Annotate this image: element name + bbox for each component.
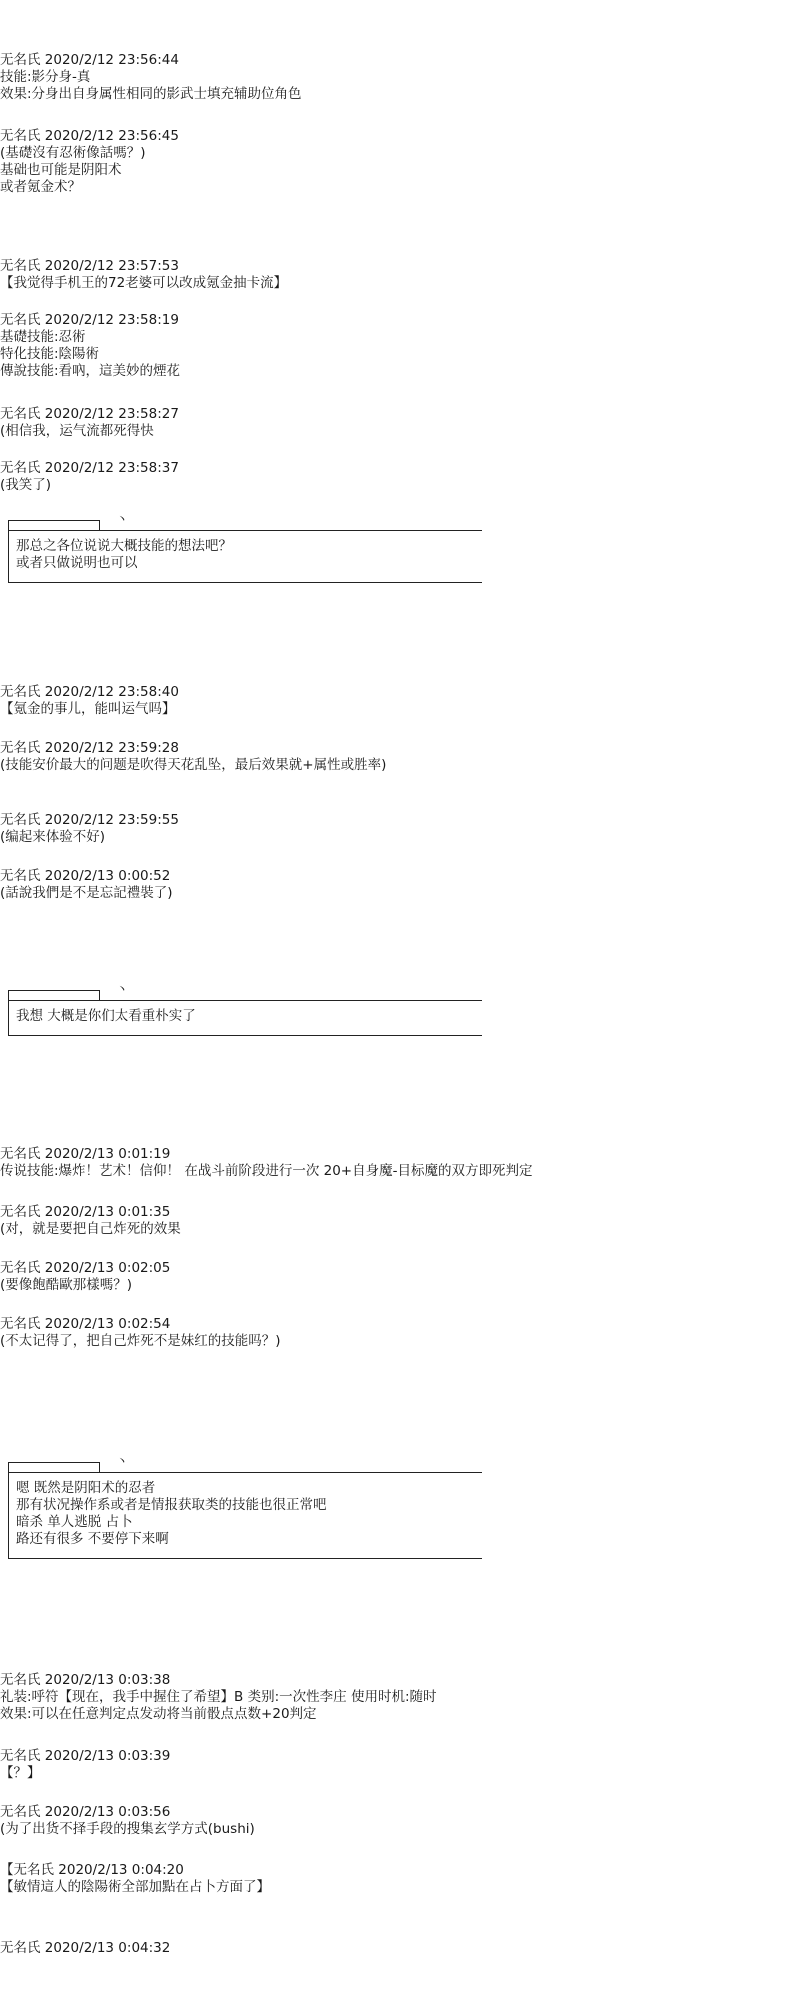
post-header: 无名氏 2020/2/13 0:03:39 [0,1748,171,1764]
post-header: 无名氏 2020/2/13 0:01:19 [0,1146,171,1162]
post-line: 效果:分身出自身属性相同的影武士填充辅助位角色 [0,86,302,102]
post-header: 无名氏 2020/2/12 23:58:40 [0,684,179,700]
post-header: 无名氏 2020/2/13 0:02:54 [0,1316,171,1332]
post-line: (相信我，运气流都死得快 [0,423,154,439]
post-header: 无名氏 2020/2/13 0:03:38 [0,1672,171,1688]
box-bottom-border [8,1558,482,1559]
box-bottom-border [8,582,482,583]
post-line: 【？】 [0,1765,41,1781]
box-line: 嗯 既然是阴阳术的忍者 [16,1480,156,1496]
post-line: (話說我們是不是忘記禮裝了) [0,885,173,901]
post-header: 无名氏 2020/2/12 23:59:55 [0,812,179,828]
post-line: 传说技能:爆炸！艺术！信仰！ 在战斗前阶段进行一次 20+自身魔-目标魔的双方即死判定 [0,1163,533,1179]
box-line: 暗杀 单人逃脱 占卜 [16,1514,133,1530]
box-line: 或者只做说明也可以 [16,555,138,571]
post-header: 无名氏 2020/2/13 0:03:56 [0,1804,171,1820]
post-line: (我笑了) [0,477,52,493]
post-line: (基礎沒有忍術像話嗎？) [0,145,146,161]
post-line: 或者氪金术？ [0,179,81,195]
post-header: 无名氏 2020/2/12 23:58:19 [0,312,179,328]
post-line: 基礎技能:忍術 [0,329,86,345]
box-side-border [8,1000,9,1035]
post-header: 【无名氏 2020/2/13 0:04:20 [0,1862,184,1878]
post-header: 无名氏 2020/2/13 0:04:32 [0,1940,171,1956]
post-line: (对，就是要把自己炸死的效果 [0,1221,181,1237]
post-line: 技能:影分身-真 [0,69,91,85]
narrator-box [6,1454,482,1560]
post-line: 【敏情這人的陰陽術全部加點在占卜方面了】 [0,1879,270,1895]
box-top-border [8,1000,482,1001]
post-header: 无名氏 2020/2/13 0:02:05 [0,1260,171,1276]
post-line: 特化技能:陰陽術 [0,346,100,362]
box-bottom-border [8,1035,482,1036]
post-line: (要像飽酷歐那樣嗎？) [0,1277,133,1293]
box-tick: 丶 [116,982,129,996]
box-line: 那总之各位说说大概技能的想法吧？ [16,538,232,554]
post-header: 无名氏 2020/2/13 0:00:52 [0,868,171,884]
post-line: (编起来体验不好) [0,829,106,845]
box-line: 我想 大概是你们太看重朴实了 [16,1008,196,1024]
narrator-box [6,982,482,1037]
post-header: 无名氏 2020/2/12 23:59:28 [0,740,179,756]
post-line: 礼装:呼符【现在，我手中握住了希望】B 类别:一次性李庄 使用时机:随时 [0,1689,437,1705]
post-header: 无名氏 2020/2/13 0:01:35 [0,1204,171,1220]
post-header: 无名氏 2020/2/12 23:56:44 [0,52,179,68]
box-tick: 丶 [116,1454,129,1468]
post-line: 基础也可能是阴阳术 [0,162,122,178]
post-header: 无名氏 2020/2/12 23:58:27 [0,406,179,422]
post-line: (技能安价最大的问题是吹得天花乱坠，最后效果就+属性或胜率) [0,757,387,773]
post-line: 效果:可以在任意判定点发动将当前骰点点数+20判定 [0,1706,317,1722]
post-line: 傳說技能:看吶，這美妙的煙花 [0,363,181,379]
narrator-box [6,512,482,584]
box-top-border [8,1472,482,1473]
box-side-border [8,530,9,582]
box-tick: 丶 [116,512,129,526]
post-line: 【氪金的事儿，能叫运气吗】 [0,701,176,717]
post-line: (不太记得了，把自己炸死不是妹红的技能吗？) [0,1333,281,1349]
post-header: 无名氏 2020/2/12 23:56:45 [0,128,179,144]
box-top-border [8,530,482,531]
post-line: 【我觉得手机王的72老婆可以改成氪金抽卡流】 [0,275,288,291]
post-header: 无名氏 2020/2/12 23:57:53 [0,258,179,274]
box-side-border [8,1472,9,1558]
box-line: 那有状况操作系或者是情报获取类的技能也很正常吧 [16,1497,327,1513]
post-line: (为了出货不择手段的搜集玄学方式(bushi) [0,1821,255,1837]
box-line: 路还有很多 不要停下来啊 [16,1531,169,1547]
post-header: 无名氏 2020/2/12 23:58:37 [0,460,179,476]
